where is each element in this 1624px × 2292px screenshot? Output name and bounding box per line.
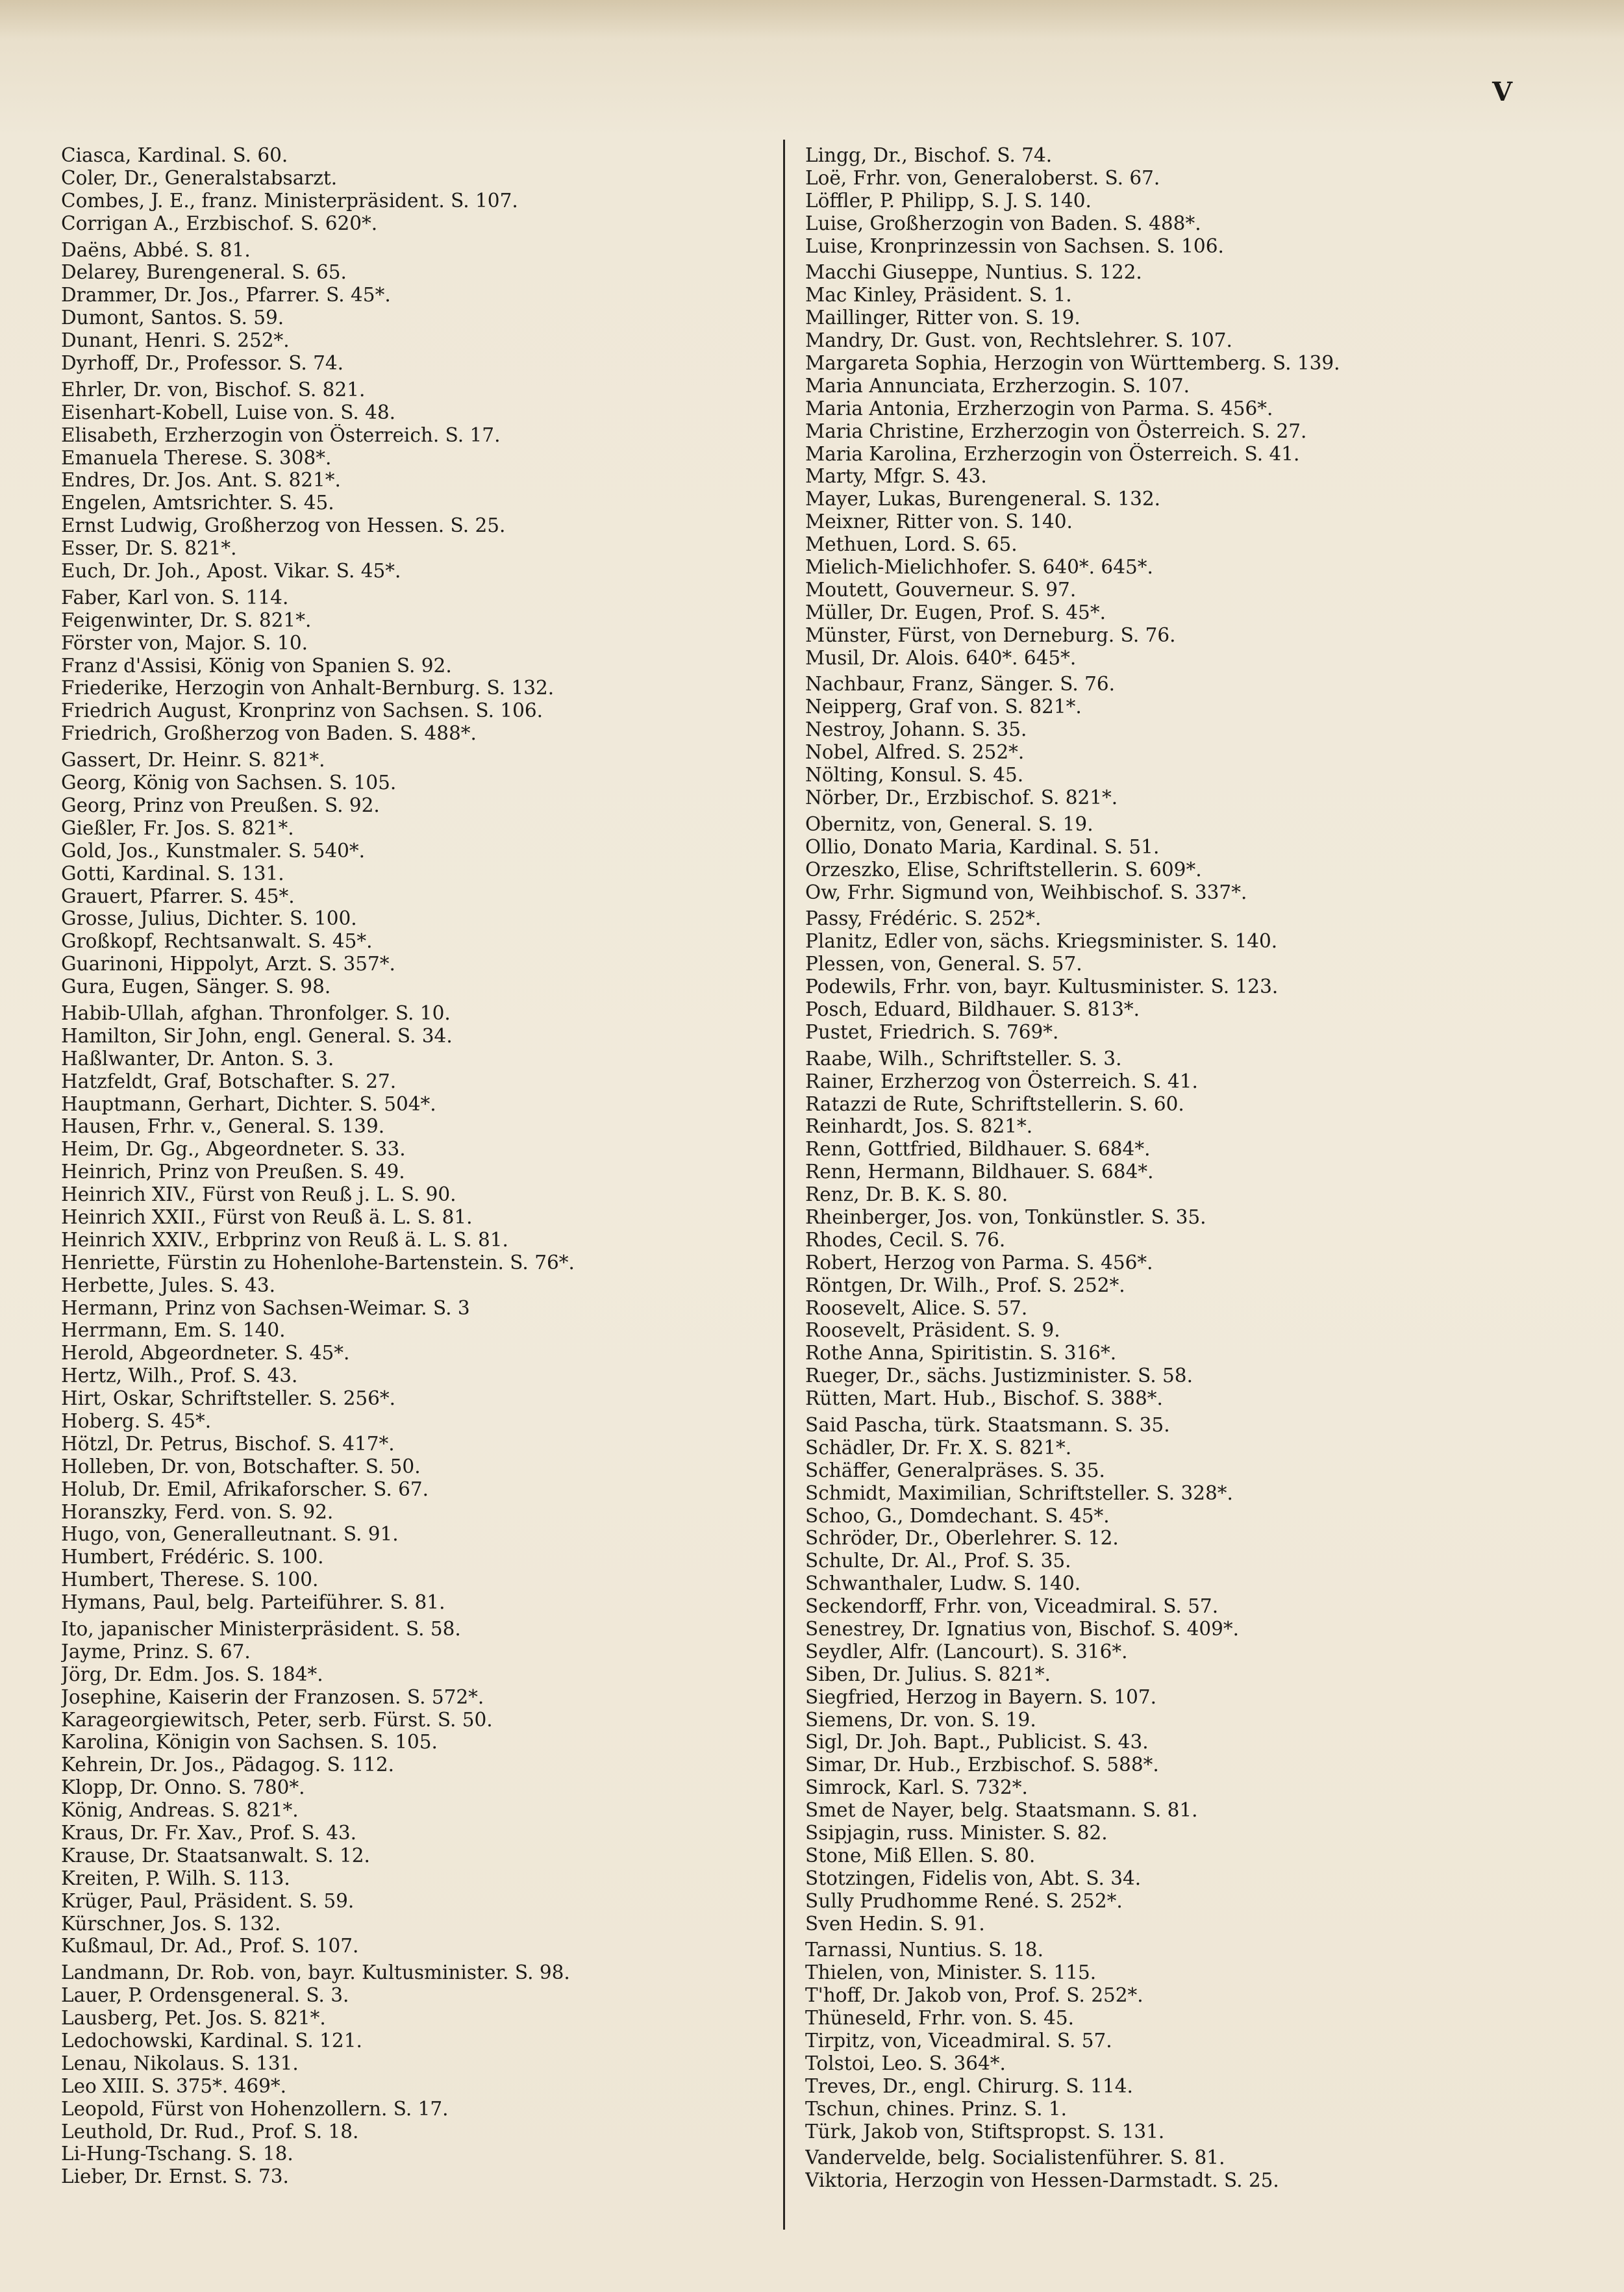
index-entry: Orzeszko, Elise, Schriftstellerin. S. 609*. <box>805 858 1202 881</box>
index-entry: Neipperg, Graf von. S. 821*. <box>805 696 1082 718</box>
index-entry: Tirpitz, von, Viceadmiral. S. 57. <box>805 2030 1112 2052</box>
index-entry: Jayme, Prinz. S. 67. <box>61 1640 251 1663</box>
index-entry: Franz d'Assisi, König von Spanien S. 92. <box>61 654 452 677</box>
index-entry: Mielich-Mielichhofer. S. 640*. 645*. <box>805 556 1153 579</box>
index-group <box>805 144 1526 257</box>
index-entry: Euch, Dr. Joh., Apost. Vikar. S. 45*. <box>61 560 401 583</box>
index-entry: Kreiten, P. Wilh. S. 113. <box>61 1867 290 1889</box>
index-entry: Heinrich XIV., Fürst von Reuß j. L. S. 90. <box>61 1183 456 1206</box>
index-entry: Holleben, Dr. von, Botschafter. S. 50. <box>61 1455 421 1478</box>
index-entry: Kehrein, Dr. Jos., Pädagog. S. 112. <box>61 1754 395 1776</box>
index-entry: Moutett, Gouverneur. S. 97. <box>805 578 1077 601</box>
index-entry: Endres, Dr. Jos. Ant. S. 821*. <box>61 469 341 492</box>
index-entry: Holub, Dr. Emil, Afrikaforscher. S. 67. <box>61 1478 429 1500</box>
index-group <box>61 239 782 375</box>
index-entry: Münster, Fürst, von Derneburg. S. 76. <box>805 623 1176 646</box>
index-entry: Dyrhoff, Dr., Professor. S. 74. <box>61 352 344 375</box>
index-entry: Viktoria, Herzogin von Hessen-Darmstadt. S. 25. <box>805 2169 1279 2192</box>
index-entry: Loë, Frhr. von, Generaloberst. S. 67. <box>805 166 1160 189</box>
index-entry: Sully Prudhomme René. S. 252*. <box>805 1889 1123 1912</box>
index-entry: Leopold, Fürst von Hohenzollern. S. 17. <box>61 2097 449 2120</box>
index-entry: Schoo, G., Domdechant. S. 45*. <box>805 1504 1110 1527</box>
index-entry: Heim, Dr. Gg., Abgeordneter. S. 33. <box>61 1138 406 1161</box>
index-group <box>805 673 1526 809</box>
index-entry: Podewils, Frhr. von, bayr. Kultusminister. S. 123. <box>805 976 1279 998</box>
index-entry: Li-Hung-Tschang. S. 18. <box>61 2143 294 2165</box>
index-group <box>805 1048 1526 1410</box>
index-group <box>805 1939 1526 2143</box>
index-entry: Esser, Dr. S. 821*. <box>61 537 237 560</box>
index-group <box>61 1961 782 2188</box>
index-entry: Leo XIII. S. 375*. 469*. <box>61 2074 287 2097</box>
index-entry: Simar, Dr. Hub., Erzbischof. S. 588*. <box>805 1754 1159 1776</box>
index-entry: Nachbaur, Franz, Sänger. S. 76. <box>805 673 1116 696</box>
index-entry: Maria Annunciata, Erzherzogin. S. 107. <box>805 374 1190 397</box>
index-entry: Lieber, Dr. Ernst. S. 73. <box>61 2165 289 2188</box>
index-entry: Haßlwanter, Dr. Anton. S. 3. <box>61 1047 334 1070</box>
index-entry: Ollio, Donato Maria, Kardinal. S. 51. <box>805 835 1160 858</box>
index-entry: Nobel, Alfred. S. 252*. <box>805 741 1025 764</box>
index-entry: Leuthold, Dr. Rud., Prof. S. 18. <box>61 2120 359 2143</box>
index-entry: Ito, japanischer Ministerpräsident. S. 58. <box>61 1618 461 1640</box>
index-entry: Landmann, Dr. Rob. von, bayr. Kultusminister. S. 98. <box>61 1961 570 1984</box>
index-entry: Rhodes, Cecil. S. 76. <box>805 1228 1006 1251</box>
index-group <box>805 261 1526 669</box>
index-entry: Stone, Miß Ellen. S. 80. <box>805 1844 1036 1867</box>
index-entry: Hausen, Frhr. v., General. S. 139. <box>61 1115 385 1138</box>
page-number: V <box>1492 77 1514 107</box>
index-entry: Kußmaul, Dr. Ad., Prof. S. 107. <box>61 1935 359 1958</box>
index-entry: Renn, Hermann, Bildhauer. S. 684*. <box>805 1161 1154 1183</box>
index-entry: Roosevelt, Alice. S. 57. <box>805 1296 1028 1319</box>
index-entry: Horanszky, Ferd. von. S. 92. <box>61 1500 334 1523</box>
index-entry: Henriette, Fürstin zu Hohenlohe-Bartenstein. S. 76*. <box>61 1251 575 1274</box>
index-entry: Lausberg, Pet. Jos. S. 821*. <box>61 2007 326 2030</box>
index-entry: Lenau, Nikolaus. S. 131. <box>61 2052 299 2074</box>
index-entry: Ratazzi de Rute, Schriftstellerin. S. 60. <box>805 1092 1184 1115</box>
index-group <box>61 586 782 745</box>
index-entry: Gura, Eugen, Sänger. S. 98. <box>61 976 331 998</box>
index-group <box>805 813 1526 904</box>
index-entry: Schädler, Dr. Fr. X. S. 821*. <box>805 1436 1072 1459</box>
index-entry: Posch, Eduard, Bildhauer. S. 813*. <box>805 998 1140 1020</box>
index-entry: Gießler, Fr. Jos. S. 821*. <box>61 816 294 839</box>
index-entry: Renz, Dr. B. K. S. 80. <box>805 1183 1008 1206</box>
index-entry: Roosevelt, Präsident. S. 9. <box>805 1319 1060 1342</box>
index-entry: Rothe Anna, Spiritistin. S. 316*. <box>805 1342 1117 1365</box>
index-entry: Marty, Mfgr. S. 43. <box>805 465 987 488</box>
index-entry: Musil, Dr. Alois. 640*. 645*. <box>805 646 1077 669</box>
index-entry: Luise, Kronprinzessin von Sachsen. S. 106. <box>805 234 1224 257</box>
index-entry: Feigenwinter, Dr. S. 821*. <box>61 609 312 631</box>
index-entry: Seydler, Alfr. (Lancourt). S. 316*. <box>805 1640 1128 1663</box>
index-entry: Heinrich XXIV., Erbprinz von Reuß ä. L. S. 81. <box>61 1228 508 1251</box>
index-entry: Drammer, Dr. Jos., Pfarrer. S. 45*. <box>61 284 391 307</box>
index-entry: Rueger, Dr., sächs. Justizminister. S. 58. <box>805 1365 1193 1387</box>
index-entry: Kraus, Dr. Fr. Xav., Prof. S. 43. <box>61 1822 357 1845</box>
index-group <box>805 2147 1526 2192</box>
index-entry: Gassert, Dr. Heinr. S. 821*. <box>61 749 325 772</box>
index-entry: Löffler, P. Philipp, S. J. S. 140. <box>805 189 1092 212</box>
index-entry: Mandry, Dr. Gust. von, Rechtslehrer. S. 107. <box>805 329 1232 352</box>
index-entry: Faber, Karl von. S. 114. <box>61 586 289 609</box>
index-entry: Emanuela Therese. S. 308*. <box>61 446 332 469</box>
index-entry: Dumont, Santos. S. 59. <box>61 307 284 329</box>
index-entry: Schröder, Dr., Oberlehrer. S. 12. <box>805 1527 1119 1550</box>
index-entry: Krause, Dr. Staatsanwalt. S. 12. <box>61 1844 370 1867</box>
index-entry: Vandervelde, belg. Socialistenführer. S. 81. <box>805 2147 1225 2169</box>
index-entry: Ciasca, Kardinal. S. 60. <box>61 144 288 166</box>
index-entry: Gold, Jos., Kunstmaler. S. 540*. <box>61 839 366 862</box>
index-entry: Heinrich, Prinz von Preußen. S. 49. <box>61 1161 405 1183</box>
index-entry: Karageorgiewitsch, Peter, serb. Fürst. S. 50. <box>61 1708 493 1731</box>
index-entry: Tschun, chines. Prinz. S. 1. <box>805 2097 1067 2120</box>
index-entry: Karolina, Königin von Sachsen. S. 105. <box>61 1731 438 1754</box>
index-entry: Josephine, Kaiserin der Franzosen. S. 572*. <box>61 1685 484 1708</box>
index-entry: Lingg, Dr., Bischof. S. 74. <box>805 144 1053 166</box>
index-entry: Meixner, Ritter von. S. 140. <box>805 510 1073 533</box>
index-group <box>805 1414 1526 1935</box>
index-entry: Said Pascha, türk. Staatsmann. S. 35. <box>805 1413 1170 1436</box>
index-entry: Maria Antonia, Erzherzogin von Parma. S. 456*. <box>805 397 1273 420</box>
index-entry: Nölting, Konsul. S. 45. <box>805 764 1024 787</box>
index-entry: Nestroy, Johann. S. 35. <box>805 718 1027 741</box>
index-entry: Treves, Dr., engl. Chirurg. S. 114. <box>805 2074 1133 2097</box>
index-entry: Margareta Sophia, Herzogin von Württemberg. S. 139. <box>805 352 1340 375</box>
index-entry: Rainer, Erzherzog von Österreich. S. 41. <box>805 1070 1198 1092</box>
index-entry: Friedrich, Großherzog von Baden. S. 488*. <box>61 722 477 745</box>
index-entry: Ledochowski, Kardinal. S. 121. <box>61 2030 362 2052</box>
index-entry: Heinrich XXII., Fürst von Reuß ä. L. S. 81. <box>61 1205 473 1228</box>
index-entry: T'hoff, Dr. Jakob von, Prof. S. 252*. <box>805 1984 1143 2007</box>
index-entry: König, Andreas. S. 821*. <box>61 1799 299 1822</box>
index-entry: Dunant, Henri. S. 252*. <box>61 329 290 352</box>
index-entry: Hötzl, Dr. Petrus, Bischof. S. 417*. <box>61 1432 395 1455</box>
index-entry: Ernst Ludwig, Großherzog von Hessen. S. 25. <box>61 514 506 537</box>
index-entry: Hertz, Wilh., Prof. S. 43. <box>61 1365 298 1387</box>
index-entry: Humbert, Frédéric. S. 100. <box>61 1546 324 1568</box>
index-column-left <box>61 144 782 2188</box>
index-entry: Gotti, Kardinal. S. 131. <box>61 862 284 885</box>
index-entry: Pustet, Friedrich. S. 769*. <box>805 1020 1059 1043</box>
index-entry: Thüneseld, Frhr. von. S. 45. <box>805 2007 1074 2030</box>
index-group <box>61 144 782 235</box>
index-entry: Grosse, Julius, Dichter. S. 100. <box>61 907 357 930</box>
column-divider <box>783 140 785 2230</box>
index-entry: Hirt, Oskar, Schriftsteller. S. 256*. <box>61 1387 396 1410</box>
index-entry: Friederike, Herzogin von Anhalt-Bernburg. S. 132. <box>61 677 555 699</box>
index-entry: Schulte, Dr. Al., Prof. S. 35. <box>805 1550 1071 1572</box>
index-entry: Siemens, Dr. von. S. 19. <box>805 1708 1036 1731</box>
index-entry: Luise, Großherzogin von Baden. S. 488*. <box>805 212 1201 234</box>
index-entry: Georg, König von Sachsen. S. 105. <box>61 772 397 794</box>
index-entry: Obernitz, von, General. S. 19. <box>805 812 1093 835</box>
index-entry: Schwanthaler, Ludw. S. 140. <box>805 1572 1081 1595</box>
index-entry: Kürschner, Jos. S. 132. <box>61 1912 281 1935</box>
index-entry: Röntgen, Dr. Wilh., Prof. S. 252*. <box>805 1274 1125 1296</box>
index-entry: Corrigan A., Erzbischof. S. 620*. <box>61 212 378 234</box>
index-entry: Methuen, Lord. S. 65. <box>805 533 1018 556</box>
index-entry: Delarey, Burengeneral. S. 65. <box>61 261 347 284</box>
index-group <box>805 907 1526 1043</box>
index-entry: Robert, Herzog von Parma. S. 456*. <box>805 1251 1153 1274</box>
index-entry: Hermann, Prinz von Sachsen-Weimar. S. 3 <box>61 1296 470 1319</box>
index-entry: Engelen, Amtsrichter. S. 45. <box>61 492 334 514</box>
index-entry: Sven Hedin. S. 91. <box>805 1912 985 1935</box>
index-entry: Herbette, Jules. S. 43. <box>61 1274 275 1296</box>
index-entry: Nörber, Dr., Erzbischof. S. 821*. <box>805 786 1118 809</box>
index-entry: Maillinger, Ritter von. S. 19. <box>805 307 1081 329</box>
index-entry: Senestrey, Dr. Ignatius von, Bischof. S. 409*. <box>805 1618 1240 1640</box>
index-entry: Reinhardt, Jos. S. 821*. <box>805 1115 1033 1138</box>
index-entry: Friedrich August, Kronprinz von Sachsen. S. 106. <box>61 699 543 722</box>
index-entry: Jörg, Dr. Edm. Jos. S. 184*. <box>61 1663 323 1685</box>
index-entry: Mayer, Lukas, Burengeneral. S. 132. <box>805 488 1160 510</box>
index-entry: Plessen, von, General. S. 57. <box>805 953 1082 976</box>
index-entry: Tarnassi, Nuntius. S. 18. <box>805 1939 1043 1961</box>
index-entry: Schäffer, Generalpräses. S. 35. <box>805 1459 1105 1481</box>
index-entry: Eisenhart-Kobell, Luise von. S. 48. <box>61 401 396 423</box>
index-entry: Hauptmann, Gerhart, Dichter. S. 504*. <box>61 1092 436 1115</box>
index-entry: Combes, J. E., franz. Ministerpräsident. S. 107. <box>61 189 518 212</box>
index-entry: Simrock, Karl. S. 732*. <box>805 1776 1028 1799</box>
index-entry: Tolstoi, Leo. S. 364*. <box>805 2052 1006 2074</box>
index-entry: Macchi Giuseppe, Nuntius. S. 122. <box>805 261 1142 284</box>
index-entry: Hamilton, Sir John, engl. General. S. 34. <box>61 1024 453 1047</box>
index-group <box>61 1002 782 1614</box>
index-entry: Krüger, Paul, Präsident. S. 59. <box>61 1889 355 1912</box>
index-entry: Siben, Dr. Julius. S. 821*. <box>805 1663 1051 1685</box>
index-entry: Maria Christine, Erzherzogin von Österreich. S. 27. <box>805 420 1307 442</box>
index-entry: Sigl, Dr. Joh. Bapt., Publicist. S. 43. <box>805 1731 1149 1754</box>
index-entry: Klopp, Dr. Onno. S. 780*. <box>61 1776 305 1799</box>
index-entry: Förster von, Major. S. 10. <box>61 631 308 654</box>
index-entry: Maria Karolina, Erzherzogin von Österreich. S. 41. <box>805 442 1300 465</box>
index-entry: Habib-Ullah, afghan. Thronfolger. S. 10. <box>61 1001 451 1024</box>
index-entry: Siegfried, Herzog in Bayern. S. 107. <box>805 1685 1157 1708</box>
index-entry: Seckendorff, Frhr. von, Viceadmiral. S. 57. <box>805 1595 1219 1618</box>
index-entry: Herold, Abgeordneter. S. 45*. <box>61 1342 350 1365</box>
index-entry: Rheinberger, Jos. von, Tonkünstler. S. 35. <box>805 1205 1206 1228</box>
index-entry: Daëns, Abbé. S. 81. <box>61 238 251 261</box>
index-entry: Ehrler, Dr. von, Bischof. S. 821. <box>61 378 366 401</box>
index-entry: Humbert, Therese. S. 100. <box>61 1568 319 1591</box>
index-entry: Müller, Dr. Eugen, Prof. S. 45*. <box>805 601 1106 623</box>
index-entry: Planitz, Edler von, sächs. Kriegsminister. S. 140. <box>805 930 1278 953</box>
index-entry: Smet de Nayer, belg. Staatsmann. S. 81. <box>805 1799 1198 1822</box>
index-entry: Mac Kinley, Präsident. S. 1. <box>805 284 1072 307</box>
index-entry: Türk, Jakob von, Stiftspropst. S. 131. <box>805 2120 1165 2143</box>
index-entry: Herrmann, Em. S. 140. <box>61 1319 286 1342</box>
index-entry: Rütten, Mart. Hub., Bischof. S. 388*. <box>805 1387 1163 1410</box>
index-entry: Hugo, von, Generalleutnant. S. 91. <box>61 1523 399 1546</box>
index-entry: Ow, Frhr. Sigmund von, Weihbischof. S. 337*. <box>805 881 1247 903</box>
index-entry: Lauer, P. Ordensgeneral. S. 3. <box>61 1984 349 2007</box>
index-group <box>61 749 782 998</box>
index-entry: Georg, Prinz von Preußen. S. 92. <box>61 794 380 816</box>
index-entry: Stotzingen, Fidelis von, Abt. S. 34. <box>805 1867 1142 1889</box>
index-group <box>61 1618 782 1958</box>
index-entry: Coler, Dr., Generalstabsarzt. <box>61 166 338 189</box>
index-group <box>61 379 782 583</box>
index-entry: Guarinoni, Hippolyt, Arzt. S. 357*. <box>61 953 395 976</box>
index-entry: Hoberg. S. 45*. <box>61 1409 212 1432</box>
index-entry: Grauert, Pfarrer. S. 45*. <box>61 885 295 907</box>
index-entry: Thielen, von, Minister. S. 115. <box>805 1961 1097 1984</box>
index-entry: Ssipjagin, russ. Minister. S. 82. <box>805 1822 1108 1845</box>
index-entry: Elisabeth, Erzherzogin von Österreich. S. 17. <box>61 423 501 446</box>
index-entry: Hatzfeldt, Graf, Botschafter. S. 27. <box>61 1070 397 1092</box>
index-entry: Großkopf, Rechtsanwalt. S. 45*. <box>61 930 373 953</box>
index-entry: Hymans, Paul, belg. Parteiführer. S. 81. <box>61 1591 445 1614</box>
index-entry: Schmidt, Maximilian, Schriftsteller. S. 328*. <box>805 1481 1233 1504</box>
index-column-right <box>805 144 1526 2192</box>
index-entry: Renn, Gottfried, Bildhauer. S. 684*. <box>805 1138 1151 1161</box>
index-entry: Raabe, Wilh., Schriftsteller. S. 3. <box>805 1047 1122 1070</box>
index-entry: Passy, Frédéric. S. 252*. <box>805 907 1042 930</box>
